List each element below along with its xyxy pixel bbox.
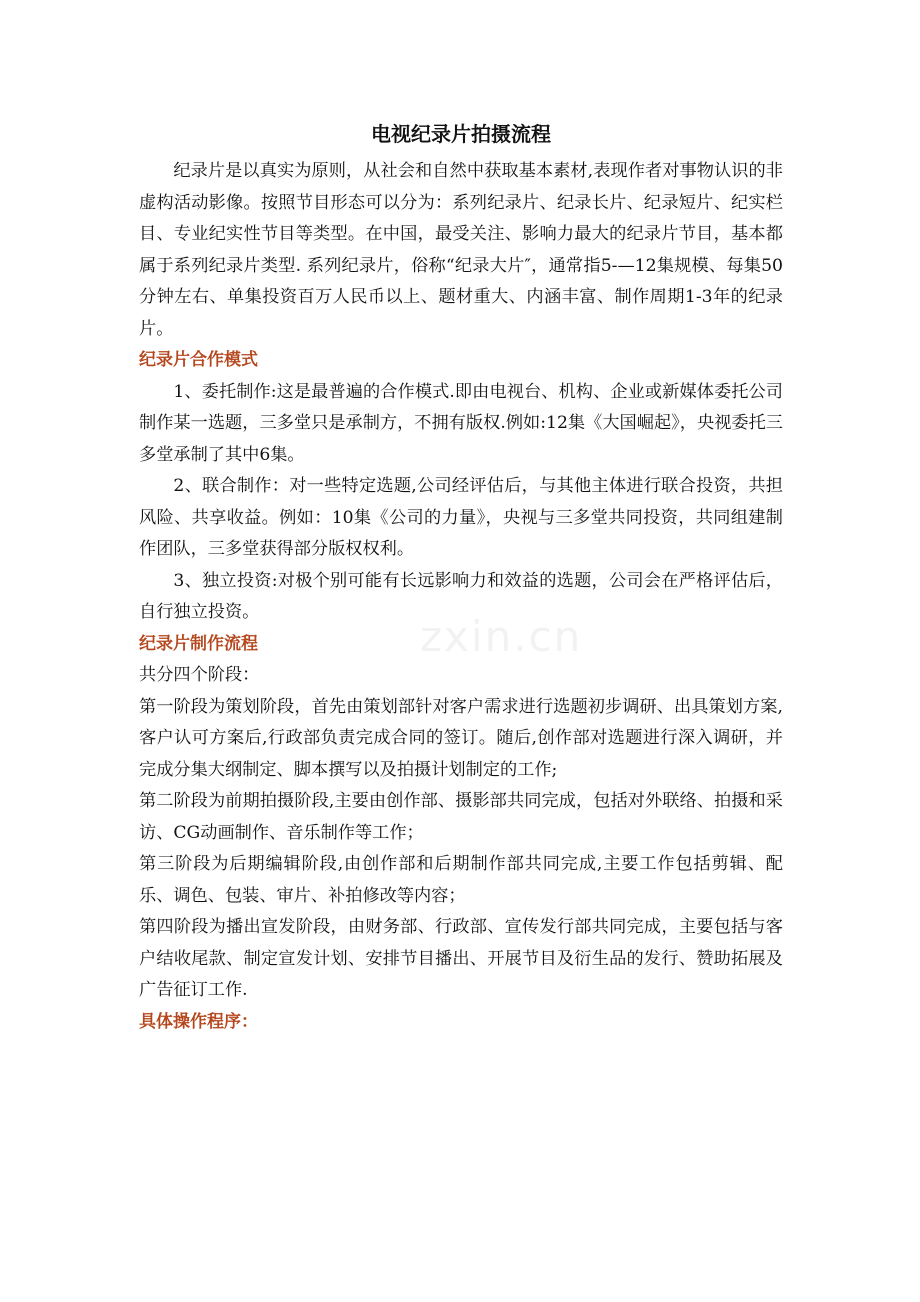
- cooperation-item-joint: 2、联合制作：对一些特定选题,公司经评估后，与其他主体进行联合投资，共担风险、共享收益。例如：10集《公司的力量》，央视与三多堂共同投资，共同组建制作团队，三多堂获得部分版权权利。: [139, 476, 783, 559]
- cooperation-item-commissioned: 1、委托制作:这是最普遍的合作模式.即由电视台、机构、企业或新媒体委托公司制作某一选题，三多堂只是承制方，不拥有版权.例如:12集《大国崛起》，央视委托三多堂承制了其中6集。: [139, 381, 783, 465]
- document-title: 电视纪录片拍摄流程: [371, 122, 551, 146]
- process-heading: 纪录片制作流程: [139, 633, 258, 654]
- process-stage-planning: 第一阶段为策划阶段，首先由策划部针对客户需求进行选题初步调研、出具策划方案,客户认可方案后,行政部负责完成合同的签订。随后,创作部对选题进行深入调研，并完成分集大纲制定、脚本撰写以及拍摄计划制定的工作;: [139, 696, 783, 780]
- process-summary: 共分四个阶段：: [139, 665, 260, 685]
- document-page: [139, 114, 783, 1038]
- procedure-heading: 具体操作程序：: [139, 1011, 258, 1032]
- process-stage-release: 第四阶段为播出宣发阶段，由财务部、行政部、宣传发行部共同完成，主要包括与客户结收尾款、制定宣发计划、安排节目播出、开展节目及衍生品的发行、赞助拓展及广告征订工作.: [139, 917, 783, 1000]
- intro-paragraph: 纪录片是以真实为原则，从社会和自然中获取基本素材,表现作者对事物认识的非虚构活动影像。按照节目形态可以分为：系列纪录片、纪录长片、纪录短片、纪实栏目、专业纪实性节目等类型。在中国，最受关注、影响力最大的纪录片节目，基本都属于系列纪录片类型. 系列纪录片，俗称“纪录大片″，通常指5-—12集规模、每集50分钟左右、单集投资百万人民币以上、题材重大、内涵丰富、制作周期1-3年的纪录片。: [139, 161, 783, 339]
- cooperation-heading: 纪录片合作模式: [139, 350, 258, 370]
- process-stage-shooting: 第二阶段为前期拍摄阶段,主要由创作部、摄影部共同完成，包括对外联络、拍摄和采访、CG动画制作、音乐制作等工作；: [139, 791, 783, 843]
- process-stage-editing: 第三阶段为后期编辑阶段,由创作部和后期制作部共同完成,主要工作包括剪辑、配乐、调色、包装、审片、补拍修改等内容；: [139, 854, 783, 906]
- watermark: zxin.cn: [420, 612, 583, 661]
- cooperation-item-independent: 3、独立投资:对极个别可能有长远影响力和效益的选题，公司会在严格评估后，自行独立投资。: [139, 570, 783, 622]
